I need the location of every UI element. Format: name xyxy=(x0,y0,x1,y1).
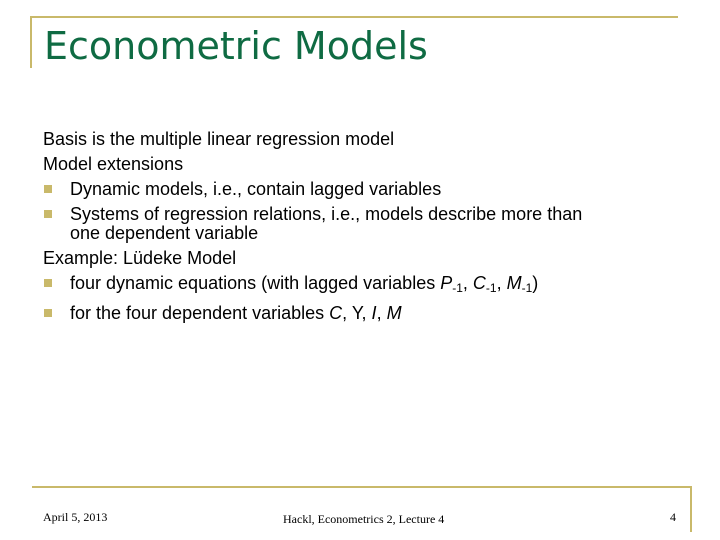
variable-m: M xyxy=(506,273,522,293)
square-bullet-icon xyxy=(44,279,52,287)
variable-p: P xyxy=(440,273,453,293)
bullet-text: Systems of regression relations, i.e., models describe more than xyxy=(70,204,583,224)
subscript: -1 xyxy=(452,281,463,295)
closing-paren: ) xyxy=(532,273,539,293)
variable-i: I xyxy=(371,303,377,323)
bullet-text: for the four dependent variables xyxy=(70,303,330,323)
variable-c: C xyxy=(329,303,343,323)
bullet-item-equations xyxy=(43,271,683,301)
bullet-item-dynamic xyxy=(43,177,683,202)
bullet-text: four dynamic equations (with lagged variables xyxy=(70,273,441,293)
separator: , xyxy=(376,303,387,323)
body-line-basis: Basis is the multiple linear regression model xyxy=(43,129,395,149)
subscript: -1 xyxy=(485,281,497,295)
body-line-example: Example: Lüdeke Model xyxy=(43,248,237,268)
bullet-item-systems-continued: one dependent variable xyxy=(70,223,259,243)
square-bullet-icon xyxy=(44,210,52,218)
separator: , Y, xyxy=(342,303,372,323)
separator: , xyxy=(462,273,473,293)
slide-title: Econometric Models xyxy=(44,24,428,68)
separator: , xyxy=(496,273,507,293)
slide-body xyxy=(43,127,683,326)
footer-date: April 5, 2013 xyxy=(43,510,108,524)
variable-c: C xyxy=(472,273,486,293)
footer-title: Hackl, Econometrics 2, Lecture 4 xyxy=(283,512,445,526)
square-bullet-icon xyxy=(44,309,52,317)
variable-m: M xyxy=(386,303,402,323)
body-line-extensions: Model extensions xyxy=(43,154,184,174)
bullet-text: Dynamic models, i.e., contain lagged variables xyxy=(70,179,442,199)
square-bullet-icon xyxy=(44,185,52,193)
top-frame-line xyxy=(30,16,678,18)
subscript: -1 xyxy=(521,281,533,295)
bullet-item-dependent-variables xyxy=(43,301,683,326)
left-frame-line xyxy=(30,16,32,68)
page-number: 4 xyxy=(670,510,676,524)
bottom-frame-line xyxy=(32,486,692,488)
right-frame-line xyxy=(690,486,692,532)
